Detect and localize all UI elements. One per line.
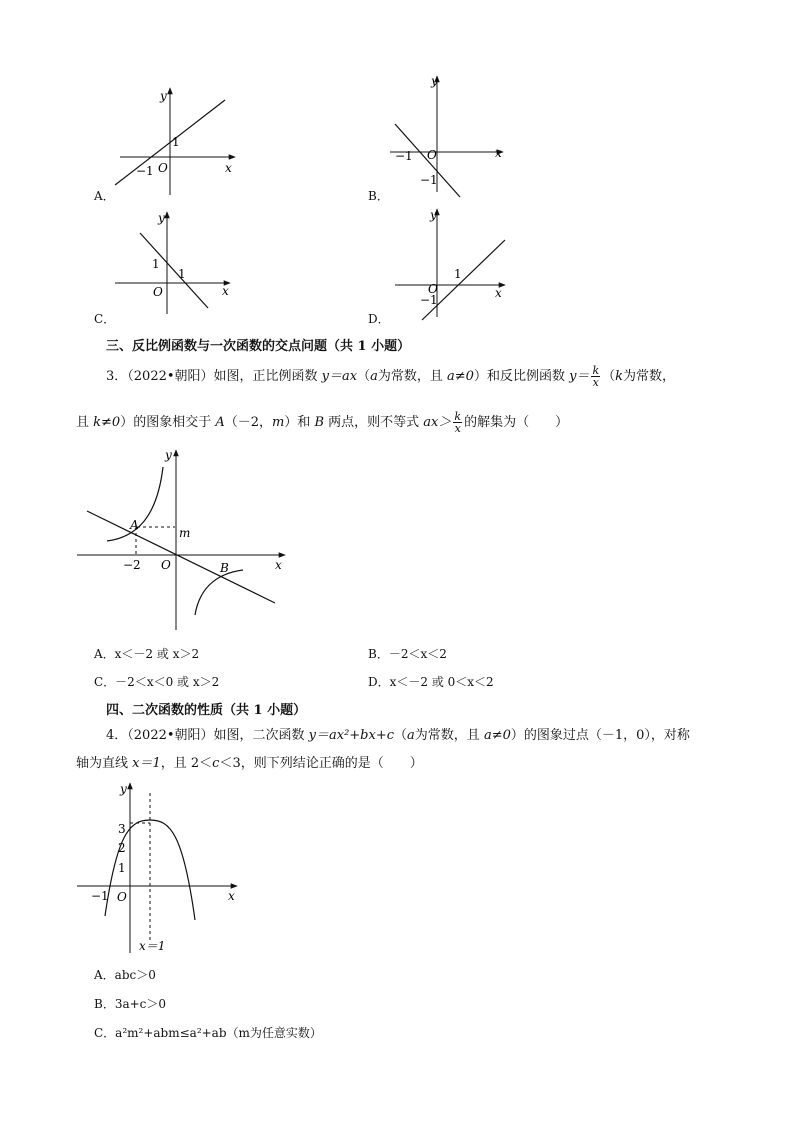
y-axis-label: y xyxy=(431,74,438,88)
question-3-graph xyxy=(75,445,295,635)
direct-proportion-line xyxy=(87,511,275,603)
option-d-graph xyxy=(390,205,515,325)
origin-label: O xyxy=(153,285,163,299)
question-3-option-b[interactable]: B．－2＜x＜2 xyxy=(368,647,447,661)
intercept-label: 1 xyxy=(172,135,180,149)
option-c-graph xyxy=(110,208,240,318)
y-axis-label: y xyxy=(165,448,172,462)
question-4-line-1: 4．（2022•朝阳）如图，二次函数 y＝ax²+bx+c（a为常数，且 a≠0）的图象过点（－1，0），对称 xyxy=(106,728,690,743)
point-b-label: B xyxy=(220,561,229,575)
y-axis-label: y xyxy=(158,211,165,225)
point-a-label: A xyxy=(130,518,139,532)
origin-label: O xyxy=(428,282,438,296)
x-axis-label: x xyxy=(225,161,232,175)
function-line xyxy=(140,233,208,308)
intercept-label: −1 xyxy=(395,149,413,163)
option-b-label[interactable]: B． xyxy=(368,189,389,203)
option-a-label[interactable]: A． xyxy=(94,189,115,203)
m-label: m xyxy=(179,526,191,540)
tick-label-3: 3 xyxy=(118,822,126,836)
question-3-option-c[interactable]: C．－2＜x＜0 或 x＞2 xyxy=(94,675,220,689)
tick-label-1: 1 xyxy=(118,861,126,875)
section-4-title: 四、二次函数的性质（共 1 小题） xyxy=(106,703,307,718)
function-line xyxy=(422,240,505,320)
y-axis-label: y xyxy=(160,89,167,103)
x-axis-label: x xyxy=(275,558,282,572)
fraction-k-over-x: $\frac{k}{x}$ xyxy=(454,410,462,435)
tick-label-neg-2: −2 xyxy=(123,558,141,572)
x-axis-label: x xyxy=(222,284,229,298)
question-4-line-2: 轴为直线 x＝1，且 2＜c＜3，则下列结论正确的是（ ） xyxy=(76,756,423,771)
question-4-option-a[interactable]: A．abc＞0 xyxy=(94,968,156,982)
tick-label-2: 2 xyxy=(118,841,126,855)
section-3-title: 三、反比例函数与一次函数的交点问题（共 1 小题） xyxy=(106,339,411,354)
question-3-line-1: 3．（2022•朝阳）如图，正比例函数 y＝ax（a为常数，且 a≠0）和反比例函数 y＝ $\frac{k}{x}$ （k为常数， xyxy=(106,364,676,389)
option-a-graph xyxy=(100,80,250,205)
y-axis-label: y xyxy=(430,208,437,222)
origin-label: O xyxy=(117,890,127,904)
origin-label: O xyxy=(427,148,437,162)
intercept-label: −1 xyxy=(420,173,438,187)
intercept-label: 1 xyxy=(152,257,160,271)
x-axis-label: x xyxy=(495,146,502,160)
x-axis-label: x xyxy=(228,889,235,903)
tick-label-neg-1: −1 xyxy=(91,889,109,903)
question-4-graph xyxy=(75,778,250,958)
origin-label: O xyxy=(161,558,171,572)
intercept-label: 1 xyxy=(178,267,186,281)
hyperbola-lower-branch xyxy=(195,570,243,615)
option-c-label[interactable]: C． xyxy=(94,312,116,326)
x-axis-label: x xyxy=(495,286,502,300)
y-axis-label: y xyxy=(120,782,127,796)
option-d-label[interactable]: D． xyxy=(368,312,390,326)
option-b-graph xyxy=(385,72,515,202)
question-4-option-b[interactable]: B．3a+c＞0 xyxy=(94,997,167,1011)
question-4-option-c[interactable]: C．a²m²+abm≤a²+ab（m为任意实数） xyxy=(94,1026,322,1040)
fraction-k-over-x: $\frac{k}{x}$ xyxy=(592,364,600,389)
intercept-label: −1 xyxy=(136,164,154,178)
intercept-label: 1 xyxy=(454,267,462,281)
question-3-option-d[interactable]: D．x＜－2 或 0＜x＜2 xyxy=(368,675,494,689)
origin-label: O xyxy=(158,161,168,175)
symmetry-axis-label: x＝1 xyxy=(139,939,166,953)
question-3-option-a[interactable]: A．x＜－2 或 x＞2 xyxy=(94,647,200,661)
intercept-label: −1 xyxy=(420,293,438,307)
question-3-line-2: 且 k≠0）的图象相交于 A（－2，m）和 B 两点，则不等式 ax＞ $\frac{k}{x}$ 的解集为（ ） xyxy=(76,410,569,435)
